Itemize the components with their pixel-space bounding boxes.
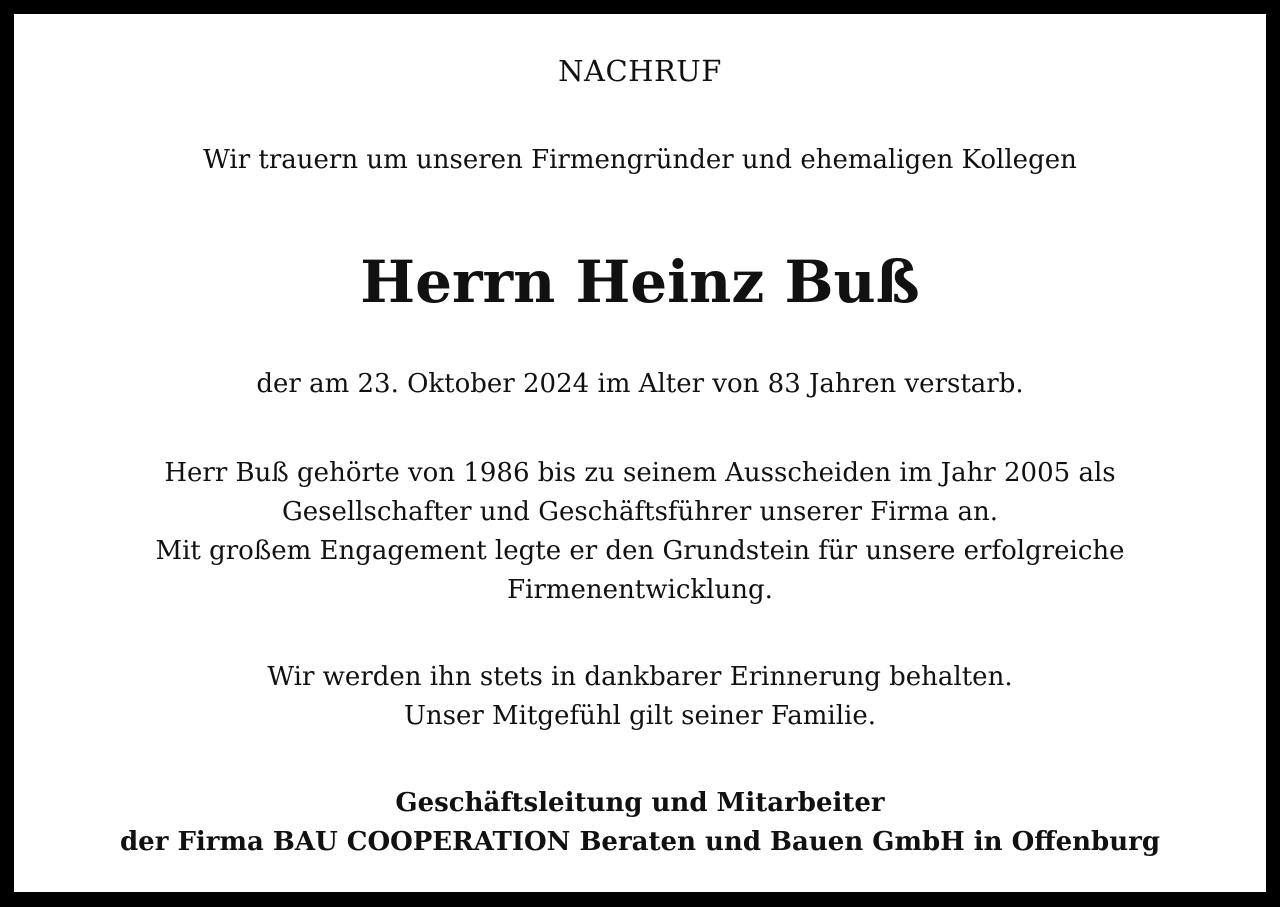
death-date-text: der am 23. Oktober 2024 im Alter von 83 Jahren verstarb.	[256, 369, 1024, 399]
tribute-line: Firmenentwicklung.	[507, 575, 773, 605]
deceased-name: Herrn Heinz Buß	[360, 248, 920, 316]
tribute-paragraph	[14, 454, 1266, 610]
signature-block	[14, 784, 1266, 862]
signature-line: Geschäftsleitung und Mitarbeiter	[395, 788, 885, 818]
intro-text: Wir trauern um unseren Firmengründer und ehemaligen Kollegen	[203, 145, 1077, 175]
tribute-line: Gesellschafter und Geschäftsführer unserer Firma an.	[281, 497, 998, 527]
obituary-notice	[14, 14, 1266, 892]
closing-line: Unser Mitgefühl gilt seiner Familie.	[403, 701, 877, 731]
notice-heading: NACHRUF	[558, 54, 722, 88]
closing-paragraph	[14, 658, 1266, 736]
tribute-line: Mit großem Engagement legte er den Grundstein für unsere erfolgreiche	[155, 536, 1125, 566]
closing-line: Wir werden ihn stets in dankbarer Erinnerung behalten.	[267, 662, 1013, 692]
tribute-line: Herr Buß gehörte von 1986 bis zu seinem Ausscheiden im Jahr 2005 als	[164, 458, 1116, 488]
signature-line: der Firma BAU COOPERATION Beraten und Bauen GmbH in Offenburg	[119, 827, 1161, 857]
